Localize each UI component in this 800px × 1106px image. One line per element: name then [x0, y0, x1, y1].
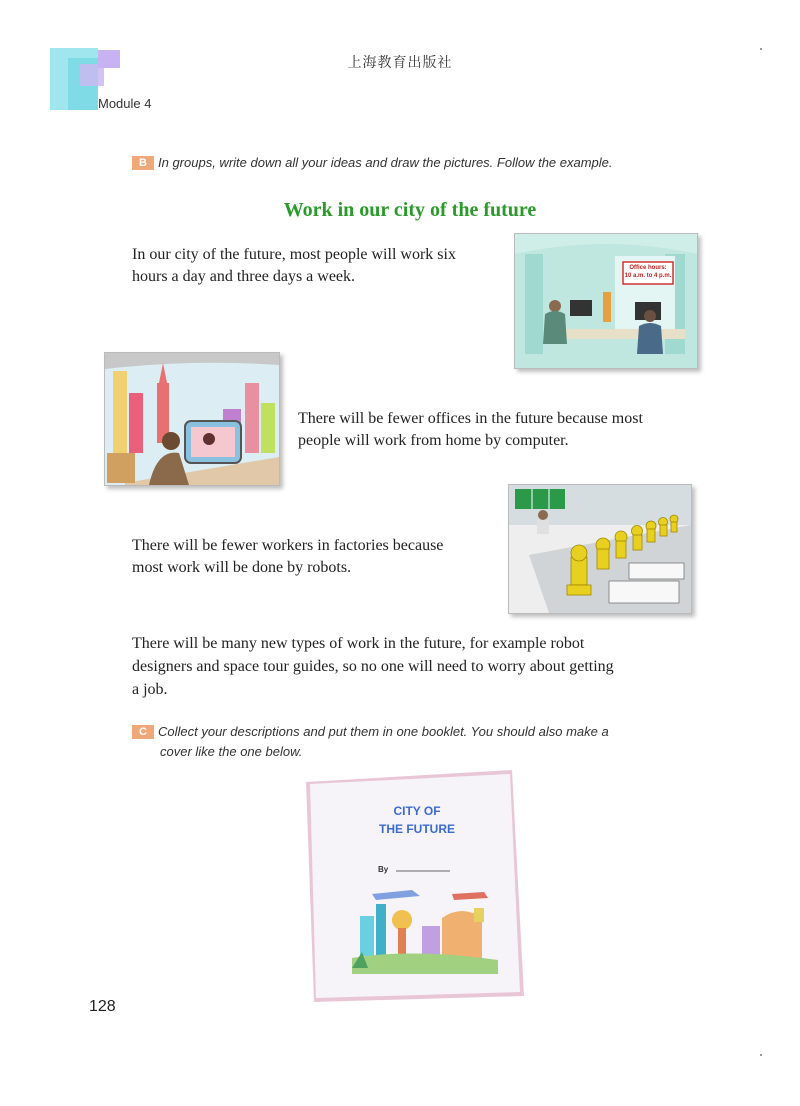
section-b-text: In groups, write down all your ideas and draw the pictures. Follow the example. — [158, 155, 613, 170]
section-c-text: Collect your descriptions and put them in one booklet. You should also make a — [158, 724, 609, 739]
paragraph-line: There will be fewer offices in the future because most — [298, 410, 643, 427]
cover-title — [342, 802, 492, 838]
cover-by-label: By — [378, 865, 389, 874]
paragraph-line: In our city of the future, most people will work six — [132, 246, 456, 263]
office-hours-sign — [624, 264, 672, 280]
page-number: 128 — [89, 998, 116, 1015]
page-title: Work in our city of the future — [283, 199, 537, 221]
office-sign-line: 10 a.m. to 4 p.m. — [624, 273, 672, 279]
office-illustration — [514, 233, 698, 369]
paragraph-work-hours — [132, 244, 512, 288]
paragraph-line: There will be fewer workers in factories because — [132, 537, 444, 554]
paragraph-line: a job. — [132, 681, 168, 698]
factory-robots-illustration — [508, 484, 692, 614]
paragraph-new-work — [132, 632, 692, 701]
cover-title-line: THE FUTURE — [379, 822, 455, 836]
paragraph-fewer-offices — [298, 408, 718, 452]
section-c-instruction — [132, 723, 692, 759]
paragraph-fewer-workers — [132, 535, 502, 579]
section-b-letter: B — [132, 156, 154, 170]
paragraph-line: hours a day and three days a week. — [132, 268, 356, 285]
publisher-name: 上海教育出版社 — [347, 55, 453, 71]
cover-title-line: CITY OF — [393, 804, 441, 818]
paragraph-line: people will work from home by computer. — [298, 432, 569, 449]
paragraph-line: There will be many new types of work in the future, for example robot — [132, 635, 585, 652]
section-b-instruction — [132, 154, 613, 172]
crop-mark — [760, 48, 762, 50]
section-c-text: cover like the one below. — [160, 744, 303, 759]
paragraph-line: designers and space tour guides, so no one will need to worry about getting — [132, 658, 614, 675]
module-label: Module 4 — [98, 96, 152, 111]
crop-mark — [760, 1054, 762, 1056]
office-sign-line: Office hours: — [629, 265, 667, 271]
section-c-letter: C — [132, 725, 154, 739]
paragraph-line: most work will be done by robots. — [132, 559, 352, 576]
booklet-cover — [302, 768, 528, 1004]
home-office-illustration — [104, 352, 280, 486]
